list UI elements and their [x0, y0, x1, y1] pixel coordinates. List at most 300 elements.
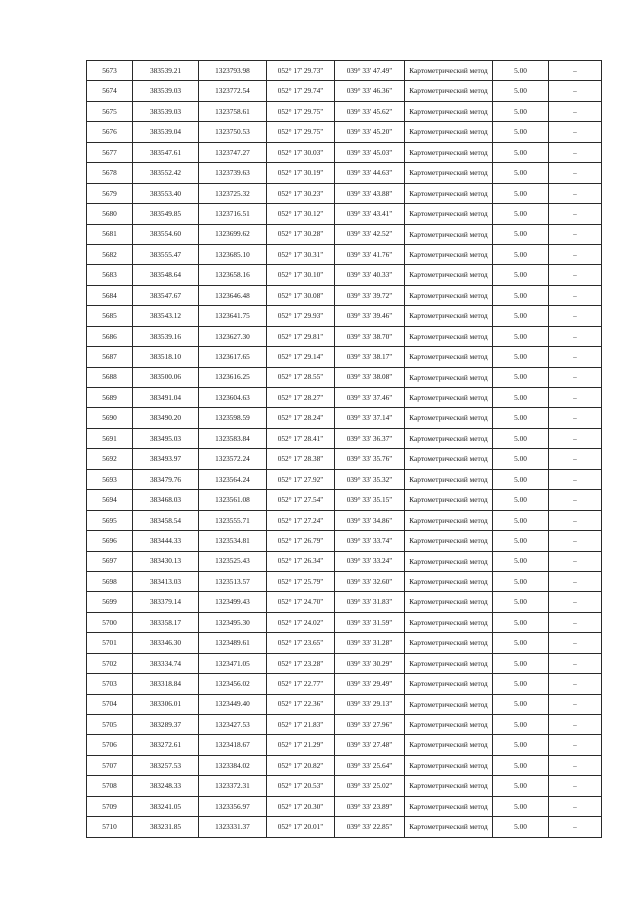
table-row [87, 367, 602, 387]
longitude-cell: 039° 33' 25.64" [335, 755, 405, 775]
point-number-cell: 5680 [87, 204, 133, 224]
accuracy-cell: 5.00 [493, 796, 549, 816]
latitude-cell: 052° 17' 20.30" [267, 796, 335, 816]
x-coordinate-cell: 383553.40 [133, 183, 199, 203]
x-coordinate-cell: 383539.03 [133, 81, 199, 101]
longitude-cell: 039° 33' 36.37" [335, 428, 405, 448]
point-number-cell: 5688 [87, 367, 133, 387]
x-coordinate-cell: 383358.17 [133, 612, 199, 632]
longitude-cell: 039° 33' 31.28" [335, 633, 405, 653]
accuracy-cell: 5.00 [493, 633, 549, 653]
point-number-cell: 5683 [87, 265, 133, 285]
longitude-cell: 039° 33' 43.88" [335, 183, 405, 203]
x-coordinate-cell: 383549.85 [133, 204, 199, 224]
point-number-cell: 5682 [87, 244, 133, 264]
accuracy-cell: 5.00 [493, 674, 549, 694]
y-coordinate-cell: 1323598.59 [199, 408, 267, 428]
accuracy-cell: 5.00 [493, 122, 549, 142]
latitude-cell: 052° 17' 23.65" [267, 633, 335, 653]
longitude-cell: 039° 33' 34.86" [335, 510, 405, 530]
x-coordinate-cell: 383346.30 [133, 633, 199, 653]
latitude-cell: 052° 17' 29.74" [267, 81, 335, 101]
longitude-cell: 039° 33' 35.15" [335, 490, 405, 510]
note-cell: – [549, 755, 602, 775]
x-coordinate-cell: 383555.47 [133, 244, 199, 264]
note-cell: – [549, 265, 602, 285]
y-coordinate-cell: 1323739.63 [199, 163, 267, 183]
latitude-cell: 052° 17' 26.79" [267, 531, 335, 551]
method-cell: Картометрический метод [405, 101, 493, 121]
note-cell: – [549, 61, 602, 81]
table-row [87, 449, 602, 469]
table-row [87, 510, 602, 530]
longitude-cell: 039° 33' 45.03" [335, 142, 405, 162]
note-cell: – [549, 408, 602, 428]
y-coordinate-cell: 1323489.61 [199, 633, 267, 653]
method-cell: Картометрический метод [405, 265, 493, 285]
y-coordinate-cell: 1323758.61 [199, 101, 267, 121]
table-row [87, 694, 602, 714]
note-cell: – [549, 694, 602, 714]
coordinates-table [86, 60, 602, 838]
latitude-cell: 052° 17' 29.93" [267, 306, 335, 326]
latitude-cell: 052° 17' 30.28" [267, 224, 335, 244]
longitude-cell: 039° 33' 38.17" [335, 347, 405, 367]
y-coordinate-cell: 1323555.71 [199, 510, 267, 530]
point-number-cell: 5691 [87, 428, 133, 448]
point-number-cell: 5704 [87, 694, 133, 714]
point-number-cell: 5687 [87, 347, 133, 367]
point-number-cell: 5686 [87, 326, 133, 346]
coordinates-table-body [87, 61, 602, 838]
point-number-cell: 5701 [87, 633, 133, 653]
y-coordinate-cell: 1323525.43 [199, 551, 267, 571]
table-row [87, 285, 602, 305]
table-row [87, 653, 602, 673]
longitude-cell: 039° 33' 46.36" [335, 81, 405, 101]
accuracy-cell: 5.00 [493, 694, 549, 714]
latitude-cell: 052° 17' 29.81" [267, 326, 335, 346]
latitude-cell: 052° 17' 23.28" [267, 653, 335, 673]
method-cell: Картометрический метод [405, 306, 493, 326]
longitude-cell: 039° 33' 33.74" [335, 531, 405, 551]
table-row [87, 122, 602, 142]
note-cell: – [549, 776, 602, 796]
accuracy-cell: 5.00 [493, 817, 549, 837]
accuracy-cell: 5.00 [493, 612, 549, 632]
method-cell: Картометрический метод [405, 244, 493, 264]
note-cell: – [549, 367, 602, 387]
y-coordinate-cell: 1323449.40 [199, 694, 267, 714]
x-coordinate-cell: 383458.54 [133, 510, 199, 530]
longitude-cell: 039° 33' 42.52" [335, 224, 405, 244]
y-coordinate-cell: 1323418.67 [199, 735, 267, 755]
note-cell: – [549, 633, 602, 653]
table-row [87, 571, 602, 591]
table-row [87, 796, 602, 816]
accuracy-cell: 5.00 [493, 306, 549, 326]
method-cell: Картометрический метод [405, 388, 493, 408]
x-coordinate-cell: 383500.06 [133, 367, 199, 387]
longitude-cell: 039° 33' 39.72" [335, 285, 405, 305]
longitude-cell: 039° 33' 38.08" [335, 367, 405, 387]
accuracy-cell: 5.00 [493, 81, 549, 101]
point-number-cell: 5703 [87, 674, 133, 694]
y-coordinate-cell: 1323627.30 [199, 326, 267, 346]
note-cell: – [549, 571, 602, 591]
table-row [87, 183, 602, 203]
table-row [87, 551, 602, 571]
latitude-cell: 052° 17' 27.54" [267, 490, 335, 510]
accuracy-cell: 5.00 [493, 592, 549, 612]
y-coordinate-cell: 1323604.63 [199, 388, 267, 408]
x-coordinate-cell: 383543.12 [133, 306, 199, 326]
accuracy-cell: 5.00 [493, 285, 549, 305]
longitude-cell: 039° 33' 35.76" [335, 449, 405, 469]
note-cell: – [549, 612, 602, 632]
y-coordinate-cell: 1323646.48 [199, 285, 267, 305]
note-cell: – [549, 224, 602, 244]
note-cell: – [549, 326, 602, 346]
note-cell: – [549, 469, 602, 489]
y-coordinate-cell: 1323471.05 [199, 653, 267, 673]
x-coordinate-cell: 383257.53 [133, 755, 199, 775]
latitude-cell: 052° 17' 24.70" [267, 592, 335, 612]
table-row [87, 142, 602, 162]
table-row [87, 428, 602, 448]
note-cell: – [549, 510, 602, 530]
point-number-cell: 5678 [87, 163, 133, 183]
latitude-cell: 052° 17' 29.75" [267, 122, 335, 142]
y-coordinate-cell: 1323747.27 [199, 142, 267, 162]
latitude-cell: 052° 17' 29.73" [267, 61, 335, 81]
point-number-cell: 5685 [87, 306, 133, 326]
table-row [87, 204, 602, 224]
latitude-cell: 052° 17' 24.02" [267, 612, 335, 632]
table-row [87, 265, 602, 285]
x-coordinate-cell: 383241.05 [133, 796, 199, 816]
method-cell: Картометрический метод [405, 347, 493, 367]
accuracy-cell: 5.00 [493, 449, 549, 469]
x-coordinate-cell: 383539.21 [133, 61, 199, 81]
point-number-cell: 5690 [87, 408, 133, 428]
method-cell: Картометрический метод [405, 81, 493, 101]
x-coordinate-cell: 383491.04 [133, 388, 199, 408]
longitude-cell: 039° 33' 37.46" [335, 388, 405, 408]
note-cell: – [549, 674, 602, 694]
point-number-cell: 5692 [87, 449, 133, 469]
method-cell: Картометрический метод [405, 142, 493, 162]
note-cell: – [549, 347, 602, 367]
point-number-cell: 5675 [87, 101, 133, 121]
longitude-cell: 039° 33' 43.41" [335, 204, 405, 224]
accuracy-cell: 5.00 [493, 653, 549, 673]
accuracy-cell: 5.00 [493, 326, 549, 346]
x-coordinate-cell: 383413.03 [133, 571, 199, 591]
table-row [87, 61, 602, 81]
accuracy-cell: 5.00 [493, 408, 549, 428]
method-cell: Картометрический метод [405, 694, 493, 714]
y-coordinate-cell: 1323725.32 [199, 183, 267, 203]
table-row [87, 101, 602, 121]
table-row [87, 633, 602, 653]
table-row [87, 224, 602, 244]
table-row [87, 388, 602, 408]
y-coordinate-cell: 1323750.53 [199, 122, 267, 142]
y-coordinate-cell: 1323534.81 [199, 531, 267, 551]
method-cell: Картометрический метод [405, 674, 493, 694]
accuracy-cell: 5.00 [493, 367, 549, 387]
y-coordinate-cell: 1323617.65 [199, 347, 267, 367]
accuracy-cell: 5.00 [493, 224, 549, 244]
accuracy-cell: 5.00 [493, 531, 549, 551]
point-number-cell: 5674 [87, 81, 133, 101]
longitude-cell: 039° 33' 33.24" [335, 551, 405, 571]
longitude-cell: 039° 33' 30.29" [335, 653, 405, 673]
table-row [87, 163, 602, 183]
method-cell: Картометрический метод [405, 817, 493, 837]
longitude-cell: 039° 33' 35.32" [335, 469, 405, 489]
note-cell: – [549, 163, 602, 183]
method-cell: Картометрический метод [405, 633, 493, 653]
latitude-cell: 052° 17' 20.82" [267, 755, 335, 775]
method-cell: Картометрический метод [405, 612, 493, 632]
y-coordinate-cell: 1323499.43 [199, 592, 267, 612]
longitude-cell: 039° 33' 27.48" [335, 735, 405, 755]
method-cell: Картометрический метод [405, 796, 493, 816]
latitude-cell: 052° 17' 20.53" [267, 776, 335, 796]
table-row [87, 715, 602, 735]
point-number-cell: 5702 [87, 653, 133, 673]
note-cell: – [549, 285, 602, 305]
longitude-cell: 039° 33' 31.83" [335, 592, 405, 612]
y-coordinate-cell: 1323456.02 [199, 674, 267, 694]
point-number-cell: 5697 [87, 551, 133, 571]
table-row [87, 674, 602, 694]
y-coordinate-cell: 1323716.51 [199, 204, 267, 224]
table-row [87, 755, 602, 775]
x-coordinate-cell: 383289.37 [133, 715, 199, 735]
method-cell: Картометрический метод [405, 285, 493, 305]
table-row [87, 735, 602, 755]
method-cell: Картометрический метод [405, 592, 493, 612]
method-cell: Картометрический метод [405, 224, 493, 244]
y-coordinate-cell: 1323685.10 [199, 244, 267, 264]
longitude-cell: 039° 33' 25.02" [335, 776, 405, 796]
longitude-cell: 039° 33' 45.62" [335, 101, 405, 121]
x-coordinate-cell: 383306.01 [133, 694, 199, 714]
note-cell: – [549, 183, 602, 203]
accuracy-cell: 5.00 [493, 347, 549, 367]
x-coordinate-cell: 383479.76 [133, 469, 199, 489]
x-coordinate-cell: 383444.33 [133, 531, 199, 551]
longitude-cell: 039° 33' 29.49" [335, 674, 405, 694]
method-cell: Картометрический метод [405, 428, 493, 448]
latitude-cell: 052° 17' 30.08" [267, 285, 335, 305]
longitude-cell: 039° 33' 37.14" [335, 408, 405, 428]
accuracy-cell: 5.00 [493, 428, 549, 448]
accuracy-cell: 5.00 [493, 142, 549, 162]
latitude-cell: 052° 17' 27.24" [267, 510, 335, 530]
latitude-cell: 052° 17' 29.14" [267, 347, 335, 367]
point-number-cell: 5694 [87, 490, 133, 510]
latitude-cell: 052° 17' 30.31" [267, 244, 335, 264]
x-coordinate-cell: 383495.03 [133, 428, 199, 448]
table-row [87, 612, 602, 632]
x-coordinate-cell: 383493.97 [133, 449, 199, 469]
x-coordinate-cell: 383272.61 [133, 735, 199, 755]
y-coordinate-cell: 1323772.54 [199, 81, 267, 101]
y-coordinate-cell: 1323495.30 [199, 612, 267, 632]
x-coordinate-cell: 383539.04 [133, 122, 199, 142]
x-coordinate-cell: 383547.61 [133, 142, 199, 162]
longitude-cell: 039° 33' 27.96" [335, 715, 405, 735]
method-cell: Картометрический метод [405, 183, 493, 203]
x-coordinate-cell: 383430.13 [133, 551, 199, 571]
y-coordinate-cell: 1323513.57 [199, 571, 267, 591]
latitude-cell: 052° 17' 26.34" [267, 551, 335, 571]
note-cell: – [549, 551, 602, 571]
x-coordinate-cell: 383379.14 [133, 592, 199, 612]
accuracy-cell: 5.00 [493, 490, 549, 510]
latitude-cell: 052° 17' 30.23" [267, 183, 335, 203]
y-coordinate-cell: 1323384.02 [199, 755, 267, 775]
table-row [87, 81, 602, 101]
note-cell: – [549, 735, 602, 755]
note-cell: – [549, 592, 602, 612]
x-coordinate-cell: 383554.60 [133, 224, 199, 244]
latitude-cell: 052° 17' 28.38" [267, 449, 335, 469]
table-row [87, 776, 602, 796]
point-number-cell: 5679 [87, 183, 133, 203]
y-coordinate-cell: 1323793.98 [199, 61, 267, 81]
y-coordinate-cell: 1323331.37 [199, 817, 267, 837]
latitude-cell: 052° 17' 22.77" [267, 674, 335, 694]
note-cell: – [549, 428, 602, 448]
x-coordinate-cell: 383334.74 [133, 653, 199, 673]
method-cell: Картометрический метод [405, 551, 493, 571]
point-number-cell: 5698 [87, 571, 133, 591]
accuracy-cell: 5.00 [493, 265, 549, 285]
latitude-cell: 052° 17' 27.92" [267, 469, 335, 489]
accuracy-cell: 5.00 [493, 510, 549, 530]
latitude-cell: 052° 17' 21.83" [267, 715, 335, 735]
method-cell: Картометрический метод [405, 449, 493, 469]
method-cell: Картометрический метод [405, 735, 493, 755]
method-cell: Картометрический метод [405, 653, 493, 673]
point-number-cell: 5708 [87, 776, 133, 796]
method-cell: Картометрический метод [405, 715, 493, 735]
method-cell: Картометрический метод [405, 531, 493, 551]
note-cell: – [549, 204, 602, 224]
method-cell: Картометрический метод [405, 755, 493, 775]
note-cell: – [549, 653, 602, 673]
accuracy-cell: 5.00 [493, 183, 549, 203]
note-cell: – [549, 81, 602, 101]
table-row [87, 817, 602, 837]
method-cell: Картометрический метод [405, 122, 493, 142]
note-cell: – [549, 142, 602, 162]
point-number-cell: 5676 [87, 122, 133, 142]
x-coordinate-cell: 383468.03 [133, 490, 199, 510]
table-row [87, 469, 602, 489]
table-row [87, 244, 602, 264]
table-row [87, 408, 602, 428]
longitude-cell: 039° 33' 47.49" [335, 61, 405, 81]
accuracy-cell: 5.00 [493, 204, 549, 224]
point-number-cell: 5710 [87, 817, 133, 837]
x-coordinate-cell: 383231.85 [133, 817, 199, 837]
latitude-cell: 052° 17' 30.03" [267, 142, 335, 162]
table-row [87, 326, 602, 346]
point-number-cell: 5689 [87, 388, 133, 408]
note-cell: – [549, 817, 602, 837]
note-cell: – [549, 490, 602, 510]
note-cell: – [549, 122, 602, 142]
y-coordinate-cell: 1323427.53 [199, 715, 267, 735]
accuracy-cell: 5.00 [493, 715, 549, 735]
point-number-cell: 5709 [87, 796, 133, 816]
y-coordinate-cell: 1323641.75 [199, 306, 267, 326]
point-number-cell: 5699 [87, 592, 133, 612]
accuracy-cell: 5.00 [493, 469, 549, 489]
y-coordinate-cell: 1323616.25 [199, 367, 267, 387]
x-coordinate-cell: 383518.10 [133, 347, 199, 367]
latitude-cell: 052° 17' 29.75" [267, 101, 335, 121]
method-cell: Картометрический метод [405, 776, 493, 796]
latitude-cell: 052° 17' 21.29" [267, 735, 335, 755]
x-coordinate-cell: 383548.64 [133, 265, 199, 285]
accuracy-cell: 5.00 [493, 571, 549, 591]
longitude-cell: 039° 33' 41.76" [335, 244, 405, 264]
table-row [87, 531, 602, 551]
y-coordinate-cell: 1323356.97 [199, 796, 267, 816]
longitude-cell: 039° 33' 32.60" [335, 571, 405, 591]
point-number-cell: 5695 [87, 510, 133, 530]
note-cell: – [549, 796, 602, 816]
note-cell: – [549, 531, 602, 551]
longitude-cell: 039° 33' 29.13" [335, 694, 405, 714]
point-number-cell: 5677 [87, 142, 133, 162]
longitude-cell: 039° 33' 38.70" [335, 326, 405, 346]
method-cell: Картометрический метод [405, 204, 493, 224]
point-number-cell: 5705 [87, 715, 133, 735]
accuracy-cell: 5.00 [493, 776, 549, 796]
x-coordinate-cell: 383547.67 [133, 285, 199, 305]
y-coordinate-cell: 1323658.16 [199, 265, 267, 285]
x-coordinate-cell: 383552.42 [133, 163, 199, 183]
note-cell: – [549, 101, 602, 121]
y-coordinate-cell: 1323699.62 [199, 224, 267, 244]
y-coordinate-cell: 1323564.24 [199, 469, 267, 489]
x-coordinate-cell: 383539.03 [133, 101, 199, 121]
note-cell: – [549, 388, 602, 408]
point-number-cell: 5706 [87, 735, 133, 755]
note-cell: – [549, 306, 602, 326]
point-number-cell: 5693 [87, 469, 133, 489]
latitude-cell: 052° 17' 25.79" [267, 571, 335, 591]
longitude-cell: 039° 33' 22.85" [335, 817, 405, 837]
method-cell: Картометрический метод [405, 490, 493, 510]
longitude-cell: 039° 33' 40.33" [335, 265, 405, 285]
point-number-cell: 5684 [87, 285, 133, 305]
y-coordinate-cell: 1323372.31 [199, 776, 267, 796]
x-coordinate-cell: 383318.84 [133, 674, 199, 694]
point-number-cell: 5707 [87, 755, 133, 775]
latitude-cell: 052° 17' 30.10" [267, 265, 335, 285]
x-coordinate-cell: 383490.20 [133, 408, 199, 428]
accuracy-cell: 5.00 [493, 388, 549, 408]
